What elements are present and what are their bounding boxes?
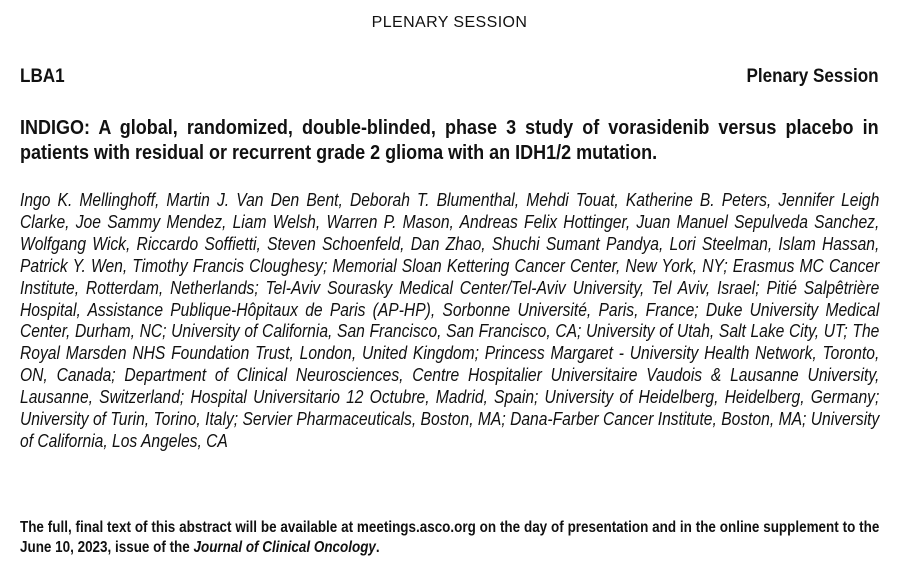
authors-affiliations: Ingo K. Mellinghoff, Martin J. Van Den Bent, Deborah T. Blumenthal, Mehdi Touat, Katherine B. Peters, Jennifer Leigh Clarke, Joe Sammy Mendez, Liam Welsh, Warren P. Mason, Andreas Felix Hottinger, Juan Manuel Sepulveda Sanchez, Wolfgang Wick, Riccardo Soffietti, Steven Schoenfeld, Dan Zhao, Shuchi Sumant Pandya, Lori Steelman, Islam Hassan, Patrick Y. Wen, Timothy Francis Cloughesy; Memorial Sloan Kettering Cancer Center, New York, NY; Erasmus MC Cancer Institute, Rotterdam, Netherlands; Tel-Aviv Sourasky Medical Center/Tel-Aviv University, Tel Aviv, Israel; Pitié Salpêtrière Hospital, Assistance Publique-Hôpitaux de Paris (AP-HP), Sorbonne Université, Paris, France; Duke University Medical Center, Durham, NC; University of California, San Francisco, San Francisco, CA; University of Utah, Salt Lake City, UT; The Royal Marsden NHS Foundation Trust, London, United Kingdom; Princess Margaret - University Health Network, Toronto, ON, Canada; Department of Clinical Neurosciences, Centre Hospitalier Universitaire Vaudois & Lausanne University, Lausanne, Switzerland; Hospital Universitario 12 Octubre, Madrid, Spain; University of Heidelberg, Heidelberg, Germany; University of Turin, Torino, Italy; Servier Pharmaceuticals, Boston, MA; Dana-Farber Cancer Institute, Boston, MA; University of California, Los Angeles, CA [20,190,880,451]
journal-name: Journal of Clinical Oncology [193,539,376,556]
footnote-text: The full, final text of this abstract will be available at meetings.asco.org on the day of presentation and in the online supplement to the June 10, 2023, issue of the [20,519,880,556]
session-label: Plenary Session [746,66,879,87]
abstract-page [20,0,879,583]
abstract-id: LBA1 [20,66,65,87]
abstract-title: INDIGO: A global, randomized, double-blinded, phase 3 study of vorasidenib versus placebo in patients with residual or recurrent grade 2 glioma with an IDH1/2 mutation. [20,117,879,164]
abstract-meta-row [20,66,879,88]
footnote-end: . [375,539,380,556]
section-header: PLENARY SESSION [371,14,528,31]
availability-footnote [20,518,879,558]
